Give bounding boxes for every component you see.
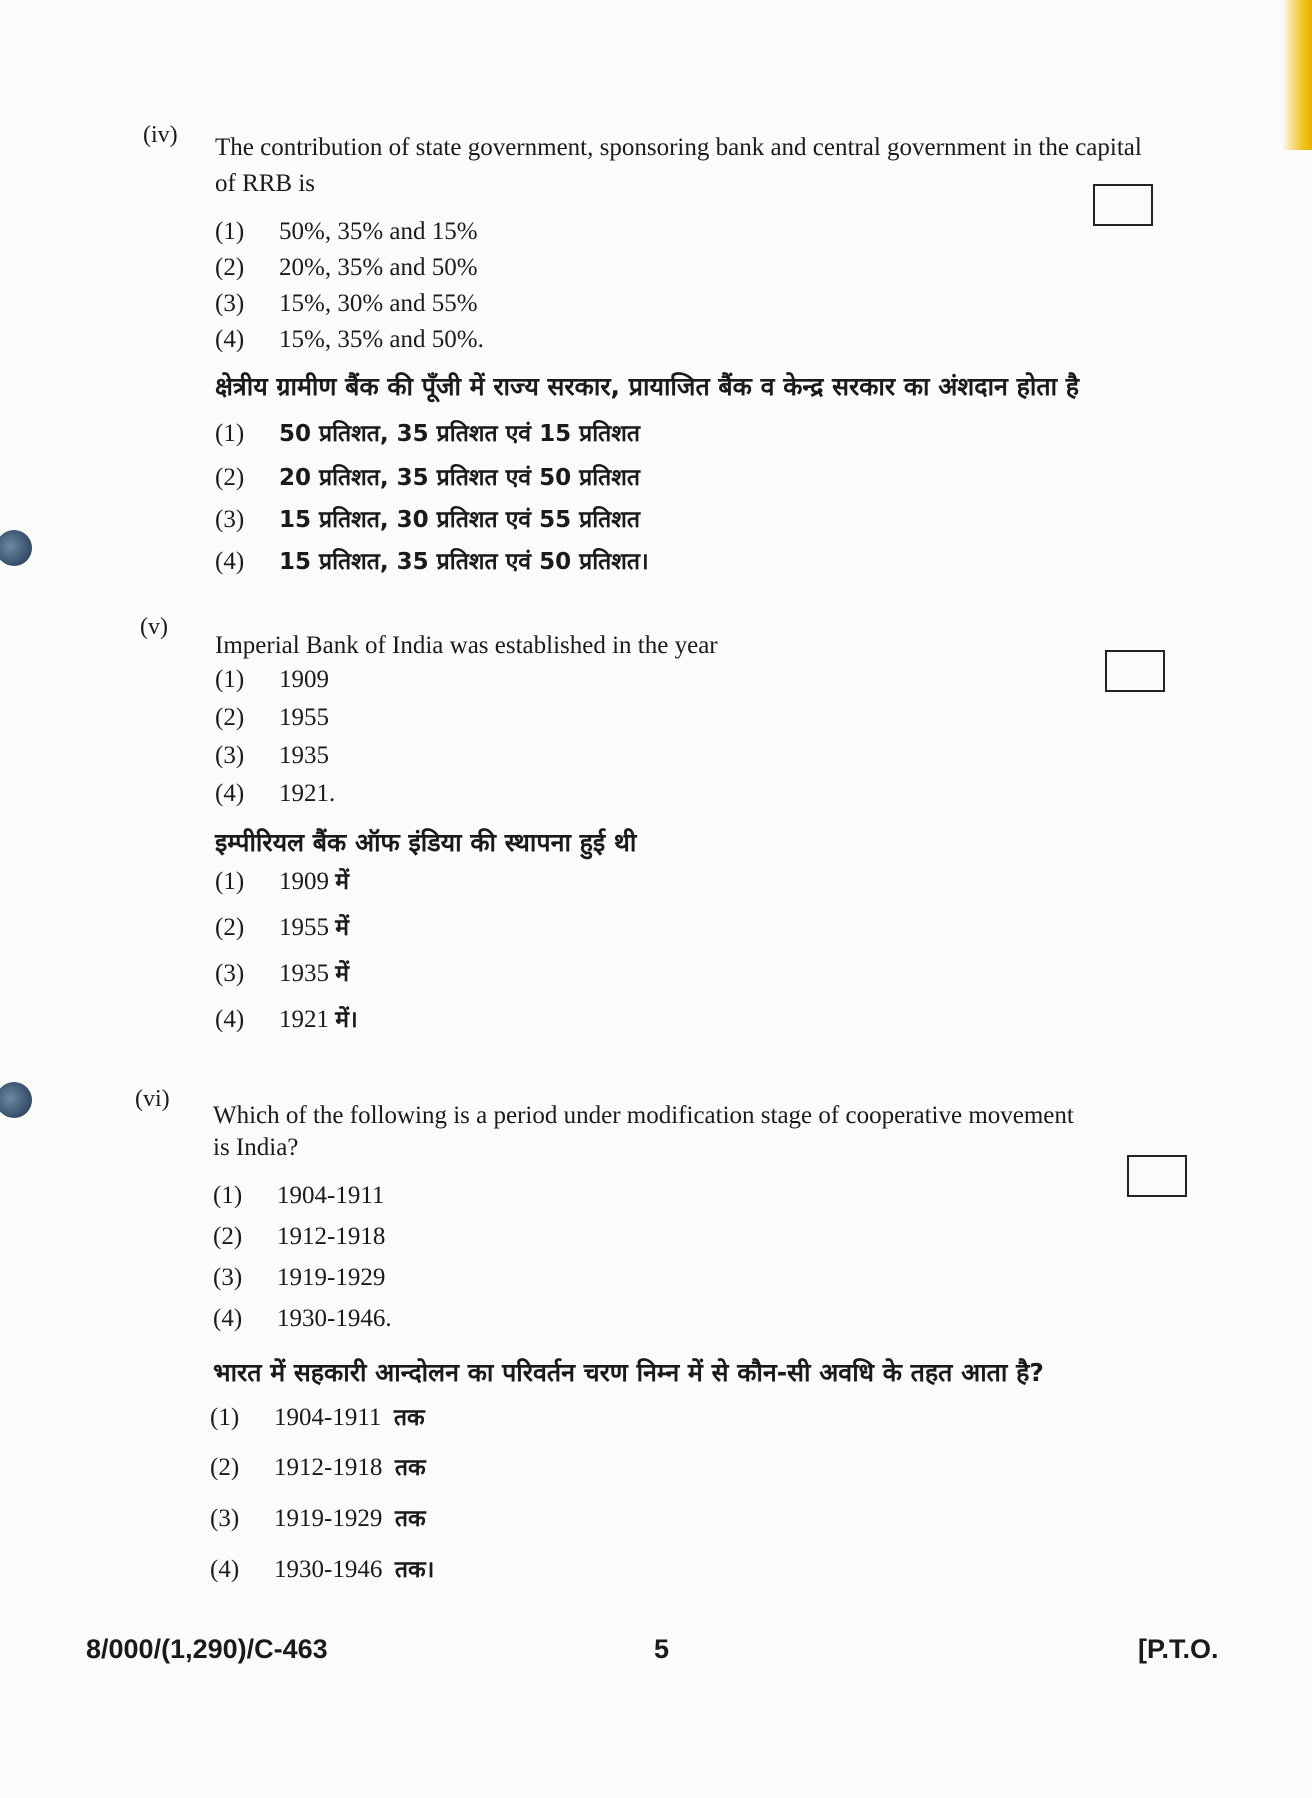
hindi-option-4: (4) 1921 में। <box>215 1006 358 1033</box>
answer-box[interactable] <box>1105 650 1165 692</box>
option-2: (2) 1955 <box>215 704 329 731</box>
hindi-option-1: (1) 50 प्रतिशत, 35 प्रतिशत एवं 15 प्रतिशत <box>215 420 641 447</box>
option-4: (4) 1921. <box>215 780 336 807</box>
answer-box[interactable] <box>1127 1155 1187 1197</box>
page-number: 5 <box>654 1634 670 1664</box>
question-text-hindi: क्षेत्रीय ग्रामीण बैंक की पूँजी में राज्य सरकार, प्रायाजित बैंक व केन्द्र सरकार का अंशदान होता है <box>215 372 1080 401</box>
question-number: (vi) <box>135 1086 170 1112</box>
option-2: (2) 20%, 35% and 50% <box>215 254 478 281</box>
question-text-english-line2: is India? <box>213 1134 299 1161</box>
option-2: (2) 1912-1918 <box>213 1223 386 1250</box>
hindi-option-1: (1) 1909 में <box>215 868 350 895</box>
option-1: (1) 50%, 35% and 15% <box>215 218 478 245</box>
option-4: (4) 1930-1946. <box>213 1305 392 1332</box>
punch-hole-bottom <box>0 1082 32 1118</box>
option-3: (3) 1935 <box>215 742 329 769</box>
hindi-option-2: (2) 1912-1918 तक <box>210 1454 426 1481</box>
hindi-option-3: (3) 1919-1929 तक <box>210 1505 426 1532</box>
question-text-english: The contribution of state government, sponsoring bank and central government in the capital of RRB is <box>215 134 1142 197</box>
option-3: (3) 15%, 30% and 55% <box>215 290 478 317</box>
hindi-option-2: (2) 20 प्रतिशत, 35 प्रतिशत एवं 50 प्रतिशत <box>215 464 641 491</box>
option-1: (1) 1909 <box>215 666 329 693</box>
punch-hole-top <box>0 530 32 566</box>
question-text-hindi: इम्पीरियल बैंक ऑफ इंडिया की स्थापना हुई थी <box>215 828 637 857</box>
hindi-option-4: (4) 15 प्रतिशत, 35 प्रतिशत एवं 50 प्रतिशत। <box>215 548 649 575</box>
hindi-option-1: (1) 1904-1911 तक <box>210 1404 425 1431</box>
question-number: (iv) <box>143 122 178 148</box>
question-text-english: Imperial Bank of India was established in the year <box>215 632 718 659</box>
option-1: (1) 1904-1911 <box>213 1182 385 1209</box>
page-edge-tab <box>1282 0 1312 150</box>
pto-label: [P.T.O. <box>1138 1634 1219 1664</box>
hindi-option-3: (3) 1935 में <box>215 960 350 987</box>
hindi-option-3: (3) 15 प्रतिशत, 30 प्रतिशत एवं 55 प्रतिशत <box>215 506 641 533</box>
hindi-option-4: (4) 1930-1946 तक। <box>210 1556 435 1583</box>
hindi-option-2: (2) 1955 में <box>215 914 350 941</box>
question-text-hindi: भारत में सहकारी आन्दोलन का परिवर्तन चरण निम्न में से कौन-सी अवधि के तहत आता है? <box>213 1358 1044 1387</box>
paper-code: 8/000/(1,290)/C-463 <box>86 1634 328 1664</box>
question-number: (v) <box>140 614 168 640</box>
option-4: (4) 15%, 35% and 50%. <box>215 326 484 353</box>
option-3: (3) 1919-1929 <box>213 1264 386 1291</box>
question-text-english-line1: Which of the following is a period under modification stage of cooperative movement <box>213 1102 1074 1129</box>
answer-box[interactable] <box>1093 184 1153 226</box>
